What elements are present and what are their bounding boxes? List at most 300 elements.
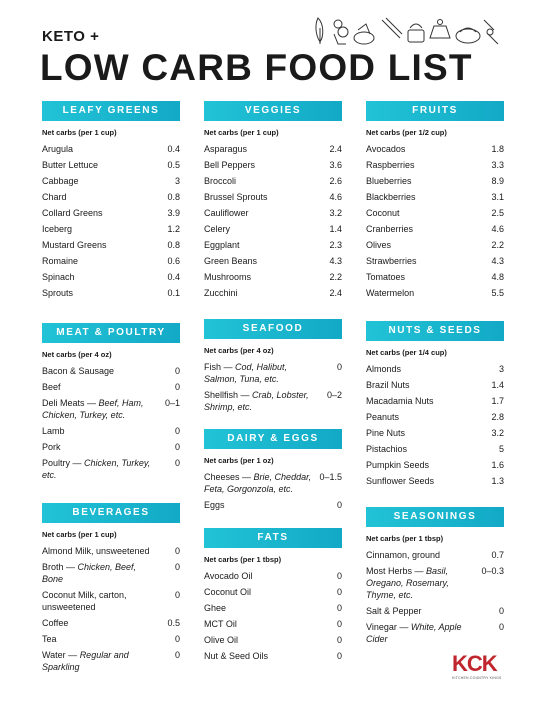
food-name-text: Coconut [366,208,400,218]
food-detail: Chicken, Turkey, etc. [42,458,151,480]
food-name [204,361,320,385]
food-name [204,471,319,495]
detail-dash: — [63,562,78,572]
food-row [42,439,180,455]
food-name [366,565,481,601]
food-name-text: Pumpkin Seeds [366,460,430,470]
food-name [366,605,482,617]
food-row [366,361,504,377]
food-name-text: Green Beans [204,256,258,266]
food-section [204,528,342,664]
food-name-text: Beef [42,382,61,392]
food-row [366,269,504,285]
food-section [366,507,504,647]
net-carbs-value: 0 [336,635,342,645]
food-name-text: Vinegar [366,622,397,632]
food-name [42,271,158,283]
food-name [42,381,158,393]
column-1 [42,101,180,675]
food-name-text: Nut & Seed Oils [204,651,269,661]
food-name [42,617,158,629]
food-row [204,253,342,269]
food-name-text: Bell Peppers [204,160,256,170]
food-name-text: Tea [42,634,57,644]
food-name-text: Blueberries [366,176,412,186]
food-name [366,191,482,203]
food-row [42,379,180,395]
food-name-text: Broth [42,562,64,572]
food-section [42,503,180,675]
food-section [42,101,180,301]
food-name-text: Strawberries [366,256,417,266]
food-name [42,561,158,585]
food-section [366,321,504,489]
net-carbs-value: 0 [174,650,180,660]
food-row [366,253,504,269]
food-section [204,429,342,513]
net-carbs-value: 2.2 [329,272,342,282]
food-name-text: Water [42,650,66,660]
detail-dash: — [65,650,80,660]
detail-dash: — [221,362,236,372]
food-section [42,323,180,483]
net-carbs-value: 2.6 [329,176,342,186]
food-row [42,363,180,379]
section-header: BEVERAGES [42,503,180,523]
food-row [204,497,342,513]
food-name [366,443,482,455]
food-name [204,586,320,598]
net-carbs-value: 0 [174,442,180,452]
food-row [366,547,504,563]
net-carbs-value: 5 [498,444,504,454]
kitchen-doodle-icon [312,14,502,48]
food-name-text: Mushrooms [204,272,252,282]
food-name [42,457,158,481]
net-carbs-value: 0.8 [167,240,180,250]
food-row [42,615,180,631]
food-name [204,207,320,219]
net-carbs-value: 5.5 [491,288,504,298]
net-carbs-value: 0 [174,426,180,436]
net-carbs-value: 0 [174,590,180,600]
food-name-text: Fish [204,362,222,372]
food-name [42,191,158,203]
food-row [42,205,180,221]
net-carbs-value: 4.6 [491,224,504,234]
net-carbs-value: 3.9 [167,208,180,218]
detail-dash: — [239,472,254,482]
food-detail: White, Apple Cider [366,622,462,644]
food-name-text: Cabbage [42,176,79,186]
food-row [366,619,504,647]
food-row [42,285,180,301]
food-name-text: Asparagus [204,144,248,154]
column-3 [366,101,504,647]
food-name [366,363,482,375]
food-name-text: MCT Oil [204,619,237,629]
food-row [366,141,504,157]
food-name-text: Coffee [42,618,69,628]
net-carbs-value: 0.5 [167,160,180,170]
food-name-text: Pine Nuts [366,428,406,438]
food-row [204,648,342,664]
food-name [366,475,482,487]
food-row [204,359,342,387]
detail-dash: — [84,398,99,408]
food-name [366,255,482,267]
food-name [42,589,158,613]
food-name [42,239,158,251]
food-name-text: Celery [204,224,231,234]
food-name [366,159,482,171]
food-name-text: Spinach [42,272,75,282]
food-name-text: Mustard Greens [42,240,107,250]
section-header: FRUITS [366,101,504,121]
food-name [42,545,158,557]
food-name-text: Almond Milk, unsweetened [42,546,150,556]
section-header: SEASONINGS [366,507,504,527]
food-row [204,387,342,415]
section-unit-label: Net carbs (per 1 tbsp) [204,555,282,564]
net-carbs-value: 3 [174,176,180,186]
food-detail: Regular and Sparkling [42,650,129,672]
food-name [366,223,482,235]
food-row [204,157,342,173]
food-row [366,409,504,425]
food-row [42,647,180,675]
food-row [42,455,180,483]
food-name-text: Cheeses [204,472,240,482]
net-carbs-value: 4.8 [491,272,504,282]
food-name-text: Olives [366,240,392,250]
food-name [42,633,158,645]
food-name [366,549,482,561]
food-name [204,634,320,646]
net-carbs-value: 4.3 [491,256,504,266]
food-name [42,441,158,453]
food-row [42,237,180,253]
food-row [366,173,504,189]
food-name-text: Tomatoes [366,272,406,282]
food-name [366,621,482,645]
food-name-text: Salt & Pepper [366,606,422,616]
food-row [366,425,504,441]
food-row [204,469,342,497]
food-name [42,207,158,219]
net-carbs-value: 1.2 [167,224,180,234]
food-row [204,600,342,616]
food-row [42,559,180,587]
food-name [204,389,320,413]
food-name-text: Romaine [42,256,79,266]
food-name [204,570,320,582]
food-name [204,271,320,283]
food-name [42,425,158,437]
food-row [204,221,342,237]
section-header: FATS [204,528,342,548]
net-carbs-value: 2.4 [329,288,342,298]
food-name [366,143,482,155]
food-row [366,237,504,253]
food-name [42,143,158,155]
food-name-text: Chard [42,192,67,202]
food-row [204,141,342,157]
food-name [366,427,482,439]
section-header: MEAT & POULTRY [42,323,180,343]
food-name-text: Shellfish [204,390,239,400]
food-row [204,269,342,285]
net-carbs-value: 3.1 [491,192,504,202]
food-name [366,379,482,391]
net-carbs-value: 1.7 [491,396,504,406]
food-name [42,365,158,377]
section-header: DAIRY & EGGS [204,429,342,449]
net-carbs-value: 2.2 [491,240,504,250]
food-name [204,191,320,203]
food-name-text: Almonds [366,364,402,374]
food-row [366,157,504,173]
food-row [42,269,180,285]
food-row [42,253,180,269]
food-row [204,173,342,189]
food-detail: Crab, Lobster, Shrimp, etc. [204,390,309,412]
section-unit-label: Net carbs (per 1/2 cup) [366,128,447,137]
net-carbs-value: 0.1 [167,288,180,298]
food-name [204,602,320,614]
food-row [42,221,180,237]
food-row [204,616,342,632]
net-carbs-value: 0 [336,651,342,661]
food-row [204,205,342,221]
net-carbs-value: 2.4 [329,144,342,154]
food-detail: Cod, Halibut, Salmon, Tuna, etc. [204,362,288,384]
net-carbs-value: 0 [174,366,180,376]
food-name [366,175,482,187]
food-name [366,411,482,423]
food-name-text: Collard Greens [42,208,103,218]
food-name-text: Deli Meats [42,398,85,408]
food-name [204,143,320,155]
food-name-text: Brazil Nuts [366,380,410,390]
food-name-text: Butter Lettuce [42,160,99,170]
detail-dash: — [412,566,427,576]
food-name-text: Poultry [42,458,71,468]
food-name [204,650,320,662]
net-carbs-value: 0 [336,603,342,613]
food-row [42,423,180,439]
net-carbs-value: 0–1 [164,398,180,408]
detail-dash: — [70,458,85,468]
food-row [366,473,504,489]
net-carbs-value: 0.7 [491,550,504,560]
food-detail: Beef, Ham, Chicken, Turkey, etc. [42,398,144,420]
food-name-text: Avocados [366,144,406,154]
net-carbs-value: 0.4 [167,144,180,154]
food-name [204,618,320,630]
food-name [204,499,320,511]
section-unit-label: Net carbs (per 1 tbsp) [366,534,444,543]
section-unit-label: Net carbs (per 1 cup) [42,530,117,539]
food-row [204,568,342,584]
food-row [204,632,342,648]
food-name [204,287,320,299]
food-row [42,587,180,615]
food-name-text: Coconut Milk, carton, unsweetened [42,590,127,612]
net-carbs-value: 0 [336,619,342,629]
net-carbs-value: 0–1.5 [319,472,342,482]
food-row [204,189,342,205]
food-name [366,207,482,219]
food-name-text: Cinnamon, ground [366,550,441,560]
net-carbs-value: 0 [174,562,180,572]
food-name-text: Olive Oil [204,635,239,645]
food-name-text: Eggplant [204,240,240,250]
net-carbs-value: 0 [174,458,180,468]
food-row [204,237,342,253]
net-carbs-value: 3 [498,364,504,374]
food-name [42,397,158,421]
food-name-text: Pork [42,442,61,452]
section-unit-label: Net carbs (per 4 oz) [42,350,112,359]
food-row [366,377,504,393]
net-carbs-value: 2.3 [329,240,342,250]
food-row [366,563,504,603]
section-unit-label: Net carbs (per 1 oz) [204,456,274,465]
net-carbs-value: 1.4 [329,224,342,234]
food-name-text: Pistachios [366,444,408,454]
section-unit-label: Net carbs (per 1 cup) [204,128,279,137]
food-name-text: Zucchini [204,288,238,298]
logo-tagline: KITCHEN COUNTRY KINGS [452,676,502,680]
food-row [366,603,504,619]
food-row [366,441,504,457]
food-name-text: Avocado Oil [204,571,253,581]
net-carbs-value: 1.8 [491,144,504,154]
net-carbs-value: 8.9 [491,176,504,186]
food-name-text: Macadamia Nuts [366,396,434,406]
net-carbs-value: 4.6 [329,192,342,202]
food-row [42,141,180,157]
food-row [42,631,180,647]
net-carbs-value: 0 [498,606,504,616]
food-name-text: Arugula [42,144,74,154]
food-name-text: Lamb [42,426,65,436]
section-unit-label: Net carbs (per 1 cup) [42,128,117,137]
net-carbs-value: 0 [498,622,504,632]
net-carbs-value: 3.2 [491,428,504,438]
section-header: LEAFY GREENS [42,101,180,121]
net-carbs-value: 3.6 [329,160,342,170]
net-carbs-value: 0.5 [167,618,180,628]
net-carbs-value: 3.2 [329,208,342,218]
food-row [366,457,504,473]
food-name-text: Peanuts [366,412,400,422]
food-name [366,287,482,299]
net-carbs-value: 0 [174,634,180,644]
food-section [204,319,342,415]
food-detail: Basil, Oregano, Rosemary, Thyme, etc. [366,566,449,600]
food-name [42,223,158,235]
net-carbs-value: 0 [336,587,342,597]
detail-dash: — [396,622,411,632]
net-carbs-value: 0.4 [167,272,180,282]
food-name [42,649,158,673]
food-section [366,101,504,301]
food-name [366,395,482,407]
food-name [366,459,482,471]
net-carbs-value: 0 [336,571,342,581]
food-row [42,189,180,205]
food-row [42,543,180,559]
food-name-text: Most Herbs [366,566,413,576]
food-name [204,159,320,171]
food-name [204,175,320,187]
detail-dash: — [238,390,253,400]
food-name-text: Eggs [204,500,225,510]
food-name-text: Sprouts [42,288,74,298]
food-name-text: Cauliflower [204,208,249,218]
food-name-text: Bacon & Sausage [42,366,115,376]
food-name-text: Ghee [204,603,227,613]
food-name-text: Brussel Sprouts [204,192,268,202]
section-unit-label: Net carbs (per 4 oz) [204,346,274,355]
net-carbs-value: 0.6 [167,256,180,266]
net-carbs-value: 1.4 [491,380,504,390]
food-name-text: Coconut Oil [204,587,252,597]
net-carbs-value: 0 [336,500,342,510]
food-name-text: Watermelon [366,288,415,298]
food-name-text: Cranberries [366,224,414,234]
section-header: SEAFOOD [204,319,342,339]
net-carbs-value: 0.8 [167,192,180,202]
food-row [366,393,504,409]
food-row [42,157,180,173]
food-row [204,285,342,301]
section-unit-label: Net carbs (per 1/4 cup) [366,348,447,357]
food-row [204,584,342,600]
food-section [204,101,342,301]
net-carbs-value: 1.3 [491,476,504,486]
net-carbs-value: 0–2 [326,390,342,400]
food-name [204,239,320,251]
food-name-text: Sunflower Seeds [366,476,435,486]
page-title: LOW CARB FOOD LIST [40,47,473,88]
food-row [366,205,504,221]
food-name [42,255,158,267]
net-carbs-value: 2.8 [491,412,504,422]
net-carbs-value: 1.6 [491,460,504,470]
net-carbs-value: 4.3 [329,256,342,266]
kicker: KETO + [42,28,100,45]
food-name-text: Raspberries [366,160,415,170]
brand-logo [452,652,502,686]
food-name [42,175,158,187]
food-name [366,239,482,251]
food-name [204,223,320,235]
net-carbs-value: 0 [174,382,180,392]
net-carbs-value: 0 [174,546,180,556]
food-row [366,285,504,301]
food-name [204,255,320,267]
food-name [42,287,158,299]
column-2 [204,101,342,664]
food-row [42,395,180,423]
food-name [42,159,158,171]
food-name-text: Broccoli [204,176,237,186]
food-detail: Brie, Cheddar, Feta, Gorgonzola, etc. [204,472,312,494]
food-row [42,173,180,189]
